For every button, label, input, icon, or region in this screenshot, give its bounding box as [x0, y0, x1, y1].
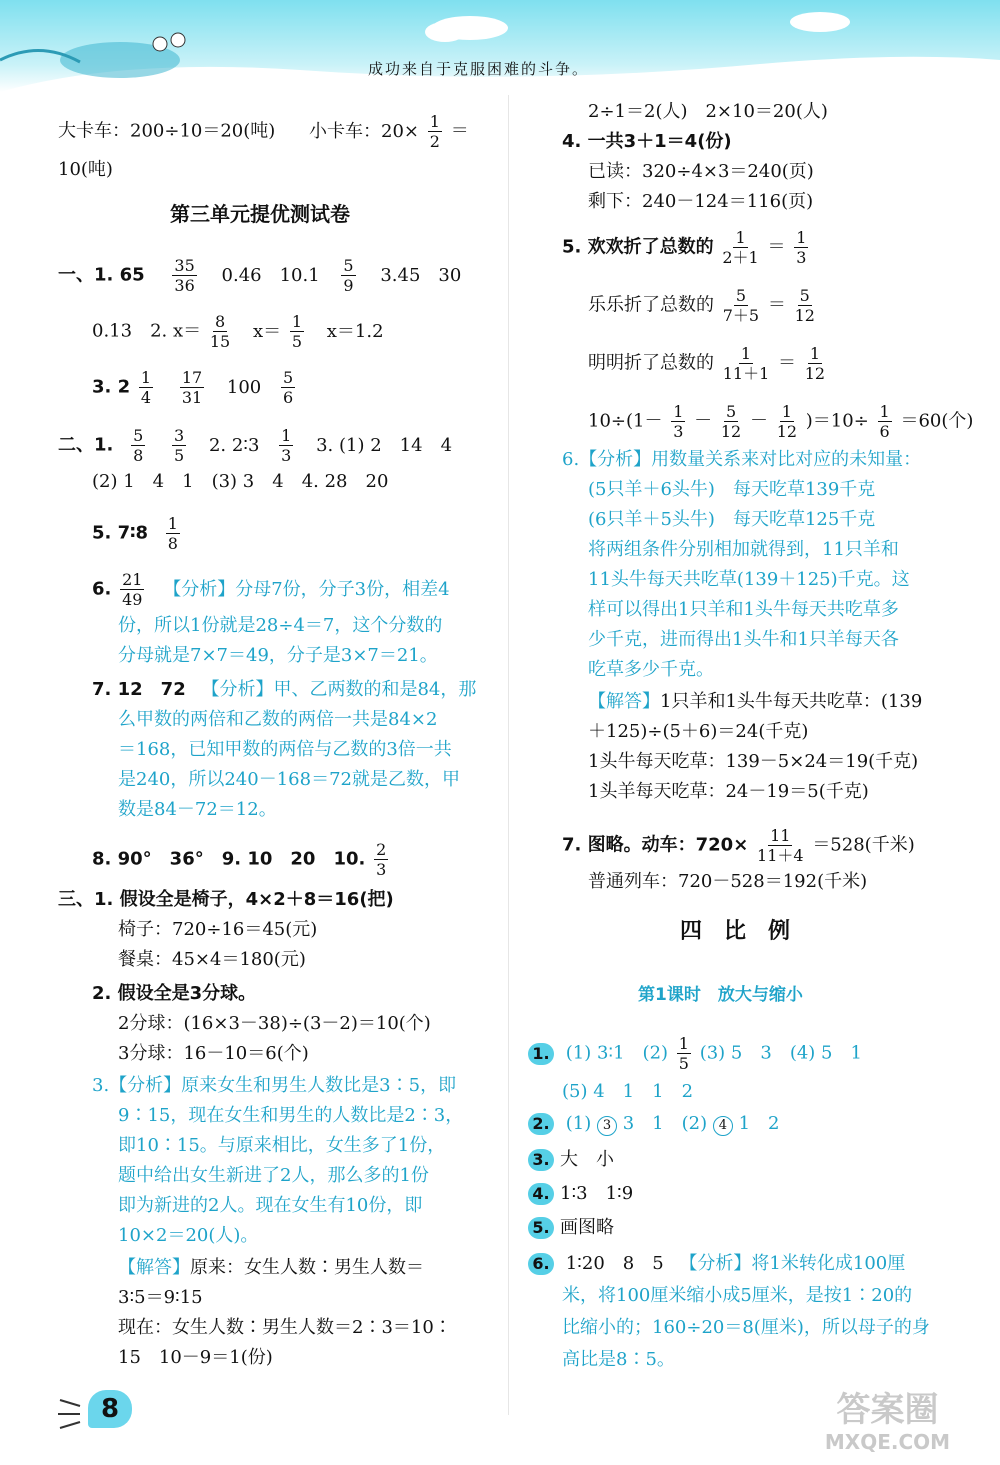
- analysis-line: 题中给出女生新进了2人，那么多的1份: [118, 1165, 429, 1186]
- analysis-line: 是240，所以240－168＝72就是乙数，甲: [118, 769, 460, 790]
- analysis-line: 吃草多少千克。: [588, 659, 714, 680]
- analysis-line: (6只羊＋5头牛) 每天吃草125千克: [588, 509, 876, 530]
- r-q5-l3: 明明折了总数的 $\frac{1}{11+1}$ ＝ $\frac{1}{12}$: [588, 344, 826, 383]
- r-q5-l1: 5. 欢欢折了总数的 $\frac{1}{2+1}$ ＝ $\frac{1}{3}$: [562, 228, 807, 267]
- left-line-trucks: [58, 112, 469, 151]
- text: ＝: [450, 120, 469, 142]
- analysis-line: 样可以得出1只羊和1头牛每天共吃草多: [588, 599, 899, 620]
- lq-2: 2. (1) 3 3 1 (2) 4 1 2: [528, 1112, 779, 1136]
- text-line: 3∶5＝9∶15: [118, 1287, 203, 1308]
- s3-q3: 3.【分析】原来女生和男生人数比是3∶5，即: [92, 1075, 457, 1096]
- watermark-logo: 答案圈: [836, 1390, 939, 1430]
- analysis-line: 么甲数的两倍和乙数的两倍一共是84×2: [118, 709, 438, 730]
- section-title: 第三单元提优测试卷: [170, 202, 350, 226]
- s2-q5: 5. 7∶8 $\frac{1}{8}$: [92, 514, 178, 553]
- r-q4: 4. 一共3＋1＝4(份): [562, 131, 732, 152]
- analysis-line: 比缩小的；160÷20＝8(厘米)，所以母子的身: [562, 1317, 930, 1338]
- text-line: 餐桌：45×4＝180(元): [118, 949, 306, 970]
- lq-5: 5. 画图略: [528, 1216, 614, 1240]
- text-line: 1头羊每天吃草：24－19＝5(千克): [588, 781, 869, 802]
- s1-q3: 3. 2 $\frac{1}{4}$ $\frac{17}{31}$ 100 $\frac{5}{6}$: [92, 368, 294, 407]
- lq-1: 1. (1) 3∶1 (2) $\frac{1}{5}$ (3) 5 3 (4) 5 1: [528, 1034, 862, 1073]
- s2-q1: 二、1. $\frac{5}{8}$ $\frac{3}{5}$ 2. 2∶3 $\frac{1}{3}$ 3. (1) 2 14 4: [58, 426, 453, 465]
- analysis-line: 高比是8∶5。: [562, 1349, 675, 1370]
- text: 小卡车：20×: [309, 120, 420, 142]
- analysis-line: 份，所以1份就是28÷4＝7，这个分数的: [118, 615, 443, 636]
- fraction: $\frac{1}{2}$: [429, 112, 440, 151]
- lq-6: 6. 1∶20 8 5 【分析】将1米转化成100厘: [528, 1252, 905, 1276]
- page-number: 8: [88, 1390, 132, 1428]
- lq-3: 3. 大 小: [528, 1148, 614, 1172]
- r-q7: 7. 图略。动车：720× $\frac{11}{11+4}$ ＝528(千米): [562, 826, 915, 865]
- analysis-line: 即为新进的2人。现在女生有10份，即: [118, 1195, 423, 1216]
- analysis-line: 米，将100厘米缩小成5厘米，是按1∶20的: [562, 1285, 913, 1306]
- s2-q6: 6. $\frac{21}{49}$ 【分析】分母7份，分子3份，相差4: [92, 570, 450, 609]
- s3-q2: 2. 假设全是3分球。: [92, 983, 257, 1004]
- lq-1-l2: (5) 4 1 1 2: [562, 1081, 694, 1102]
- s2-q8: 8. 90° 36° 9. 10 20 10. $\frac{2}{3}$: [92, 840, 387, 879]
- s1-q1: 一、1. 65 $\frac{35}{36}$ 0.46 10.1 $\frac{5}{9}$ 3.45 30: [58, 256, 462, 295]
- lq-4: 4. 1∶3 1∶9: [528, 1182, 633, 1206]
- analysis-line: 分母就是7×7＝49，分子是3×7＝21。: [118, 645, 438, 666]
- header-motto: 成功来自于克服困难的斗争。: [368, 60, 590, 78]
- r-q6: 6.【分析】用数量关系来对比对应的未知量：: [562, 449, 922, 470]
- s2-q2: (2) 1 4 1 (3) 3 4 4. 28 20: [92, 471, 389, 492]
- text-line: 椅子：720÷16＝45(元): [118, 919, 318, 940]
- analysis-line: 将两组条件分别相加就得到，11只羊和: [588, 539, 899, 560]
- r-q5-l2: 乐乐折了总数的 $\frac{5}{7+5}$ ＝ $\frac{5}{12}$: [588, 286, 815, 325]
- s3-q1: 三、1. 假设全是椅子，4×2＋8＝16(把): [58, 889, 394, 910]
- analysis-line: 9∶15，现在女生和男生的人数比是2∶3，: [118, 1105, 464, 1126]
- answer-line: 【解答】1只羊和1头牛每天共吃草：(139: [588, 691, 923, 712]
- analysis-line: ＝168，已知甲数的两倍与乙数的3倍一共: [118, 739, 452, 760]
- text-line: 普通列车：720－528＝192(千米): [588, 871, 868, 892]
- unit-title: 四 比 例: [680, 919, 791, 944]
- analysis-line: 少千克，进而得出1头牛和1只羊每天各: [588, 629, 899, 650]
- analysis-line: 即10∶15。与原来相比，女生多了1份，: [118, 1135, 446, 1156]
- answer-line: 【解答】原来：女生人数∶男生人数＝: [118, 1257, 424, 1278]
- lesson-title: 第1课时 放大与缩小: [638, 985, 803, 1005]
- r-q5-l4: 10÷(1－ $\frac{1}{3}$ － $\frac{5}{12}$ － $\frac{1}{12}$ )＝10÷ $\frac{1}{6}$ ＝60(个): [588, 402, 974, 441]
- text: 大卡车：200÷10＝20(吨): [58, 120, 276, 142]
- watermark-url: MXQE.COM: [824, 1430, 951, 1454]
- analysis-line: (5只羊＋6头牛) 每天吃草139千克: [588, 479, 876, 500]
- text-line: ＋125)÷(5＋6)＝24(千克): [588, 721, 809, 742]
- text-line: 15 10－9＝1(份): [118, 1347, 273, 1368]
- analysis-line: 数是84－72＝12。: [118, 799, 277, 820]
- text-line: 3分球：16－10＝6(个): [118, 1043, 309, 1064]
- text-line: 剩下：240－124＝116(页): [588, 191, 814, 212]
- s2-q7: 7. 12 72 【分析】甲、乙两数的和是84，那: [92, 679, 477, 700]
- text-line: 已读：320÷4×3＝240(页): [588, 161, 814, 182]
- analysis-line: 11头牛每天共吃草(139＋125)千克。这: [588, 569, 910, 590]
- watermark: [790, 1390, 985, 1460]
- text-line: 2分球：(16×3－38)÷(3－2)＝10(个): [118, 1013, 431, 1034]
- right-line: 2÷1＝2(人) 2×10＝20(人): [588, 101, 828, 122]
- text-line: 现在：女生人数∶男生人数＝2∶3＝10∶: [118, 1317, 452, 1338]
- left-line-10t: 10(吨): [58, 159, 113, 180]
- s1-q2: 0.13 2. x＝ $\frac{8}{15}$ x＝ $\frac{1}{5}$ x＝1.2: [92, 312, 384, 351]
- text-line: 1头牛每天吃草：139－5×24＝19(千克): [588, 751, 919, 772]
- analysis-line: 10×2＝20(人)。: [118, 1225, 259, 1246]
